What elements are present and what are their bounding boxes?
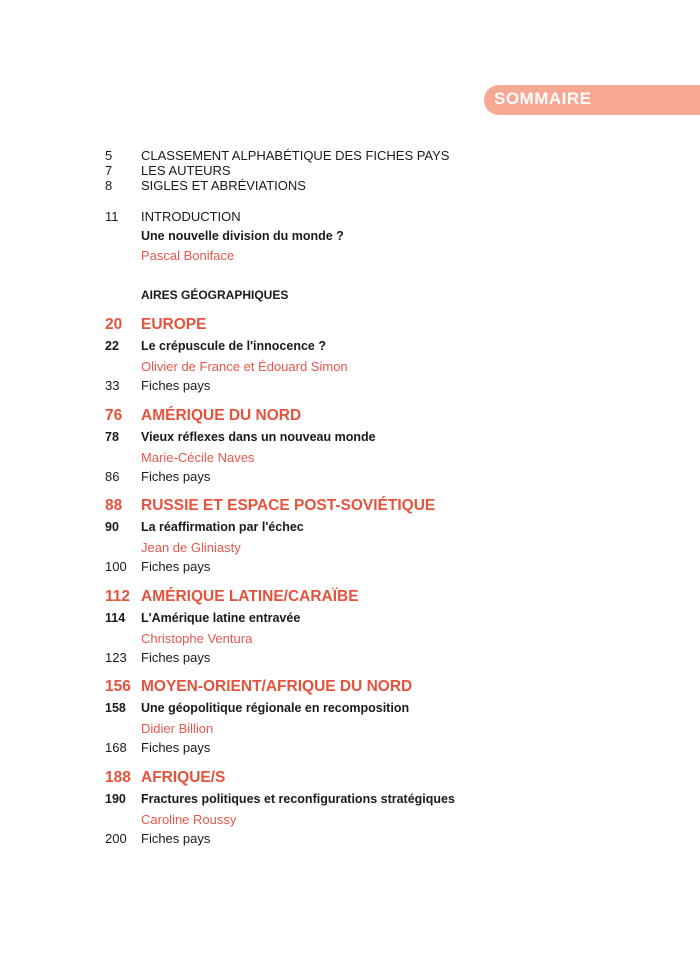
fiches-pays-entry[interactable]	[105, 740, 210, 755]
entry-label: Une géopolitique régionale en recomposition	[141, 701, 410, 716]
entry-label: Vieux réflexes dans un nouveau monde	[141, 429, 376, 444]
page-number: 158	[105, 701, 126, 716]
article-author	[105, 359, 348, 374]
entry-label: Fiches pays	[141, 378, 211, 393]
article-entry[interactable]	[105, 430, 376, 445]
article-entry[interactable]	[105, 339, 326, 354]
entry-label: AFRIQUE/S	[141, 769, 226, 786]
entry-label: SIGLES ET ABRÉVIATIONS	[141, 178, 306, 193]
toc-entry[interactable]	[105, 178, 306, 193]
entry-label: MOYEN-ORIENT/AFRIQUE DU NORD	[141, 678, 413, 696]
page-number: 7	[105, 163, 113, 178]
entry-label: Le crépuscule de l'innocence ?	[141, 339, 326, 353]
entry-label: Caroline Roussy	[141, 812, 237, 827]
entry-label: Marie-Cécile Naves	[141, 449, 255, 465]
article-entry[interactable]	[105, 520, 304, 535]
page-title: SOMMAIRE	[494, 89, 592, 108]
entry-label: AMÉRIQUE LATINE/CARAÏBE	[141, 587, 359, 605]
article-entry[interactable]	[105, 611, 300, 626]
page-number: 76	[105, 406, 123, 424]
section-heading[interactable]	[105, 498, 435, 513]
toc-entry-introduction[interactable]	[105, 209, 241, 224]
page-number: 22	[105, 339, 119, 353]
page-number: 8	[105, 178, 113, 193]
fiches-pays-entry[interactable]	[105, 378, 210, 393]
article-entry[interactable]	[105, 792, 455, 807]
entry-label: RUSSIE ET ESPACE POST-SOVIÉTIQUE	[141, 497, 436, 515]
sommaire-banner	[484, 85, 700, 115]
toc-entry[interactable]	[105, 148, 449, 163]
page-number: 86	[105, 468, 120, 484]
author-name: Pascal Boniface	[141, 248, 235, 263]
section-heading[interactable]	[105, 317, 206, 332]
fiches-pays-entry[interactable]	[105, 469, 210, 484]
introduction-title	[105, 229, 344, 244]
page-number: 100	[105, 559, 127, 575]
fiches-pays-entry[interactable]	[105, 559, 210, 574]
entry-label: L'Amérique latine entravée	[141, 610, 301, 625]
entry-label: Christophe Ventura	[141, 630, 253, 646]
page-number: 168	[105, 740, 127, 756]
article-author	[105, 540, 241, 555]
page-number: 156	[105, 678, 131, 696]
article-author	[105, 631, 252, 646]
page-number: 78	[105, 429, 119, 444]
entry-label: Fiches pays	[141, 649, 211, 665]
page-number: 20	[105, 316, 123, 333]
page-number: 11	[105, 209, 119, 224]
heading-label: AIRES GÉOGRAPHIQUES	[141, 288, 289, 302]
entry-label: La réaffirmation par l'échec	[141, 520, 304, 535]
entry-label: Fiches pays	[141, 468, 211, 484]
article-title: Une nouvelle division du monde ?	[141, 229, 344, 243]
toc-entry[interactable]	[105, 163, 231, 178]
introduction-author	[105, 248, 234, 263]
entry-label: CLASSEMENT ALPHABÉTIQUE DES FICHES PAYS	[141, 148, 450, 163]
page-number: 90	[105, 520, 119, 535]
fiches-pays-entry[interactable]	[105, 831, 210, 846]
entry-label: Didier Billion	[141, 721, 214, 737]
article-entry[interactable]	[105, 701, 409, 716]
page-number: 190	[105, 792, 126, 806]
article-author	[105, 812, 236, 827]
fiches-pays-entry[interactable]	[105, 650, 210, 665]
article-author	[105, 721, 213, 736]
entry-label: Fractures politiques et reconfigurations stratégiques	[141, 792, 455, 806]
page-number: 112	[105, 587, 131, 605]
areas-heading	[105, 288, 288, 303]
page-number: 188	[105, 769, 131, 786]
section-heading[interactable]	[105, 408, 301, 423]
entry-label: AMÉRIQUE DU NORD	[141, 406, 302, 424]
entry-label: Fiches pays	[141, 740, 211, 756]
section-heading[interactable]	[105, 770, 225, 785]
page-number: 200	[105, 831, 127, 846]
entry-label: INTRODUCTION	[141, 209, 241, 224]
entry-label: Olivier de France et Édouard Simon	[141, 359, 348, 374]
entry-label: Fiches pays	[141, 559, 211, 575]
section-heading[interactable]	[105, 679, 412, 694]
entry-label: Fiches pays	[141, 831, 211, 846]
section-heading[interactable]	[105, 589, 359, 604]
article-author	[105, 450, 254, 465]
page-number: 123	[105, 649, 127, 665]
page-number: 114	[105, 610, 126, 625]
page-number: 5	[105, 148, 113, 163]
page-number: 88	[105, 497, 123, 515]
entry-label: Jean de Gliniasty	[141, 540, 241, 556]
page-number: 33	[105, 378, 120, 393]
entry-label: LES AUTEURS	[141, 163, 231, 178]
entry-label: EUROPE	[141, 316, 207, 333]
